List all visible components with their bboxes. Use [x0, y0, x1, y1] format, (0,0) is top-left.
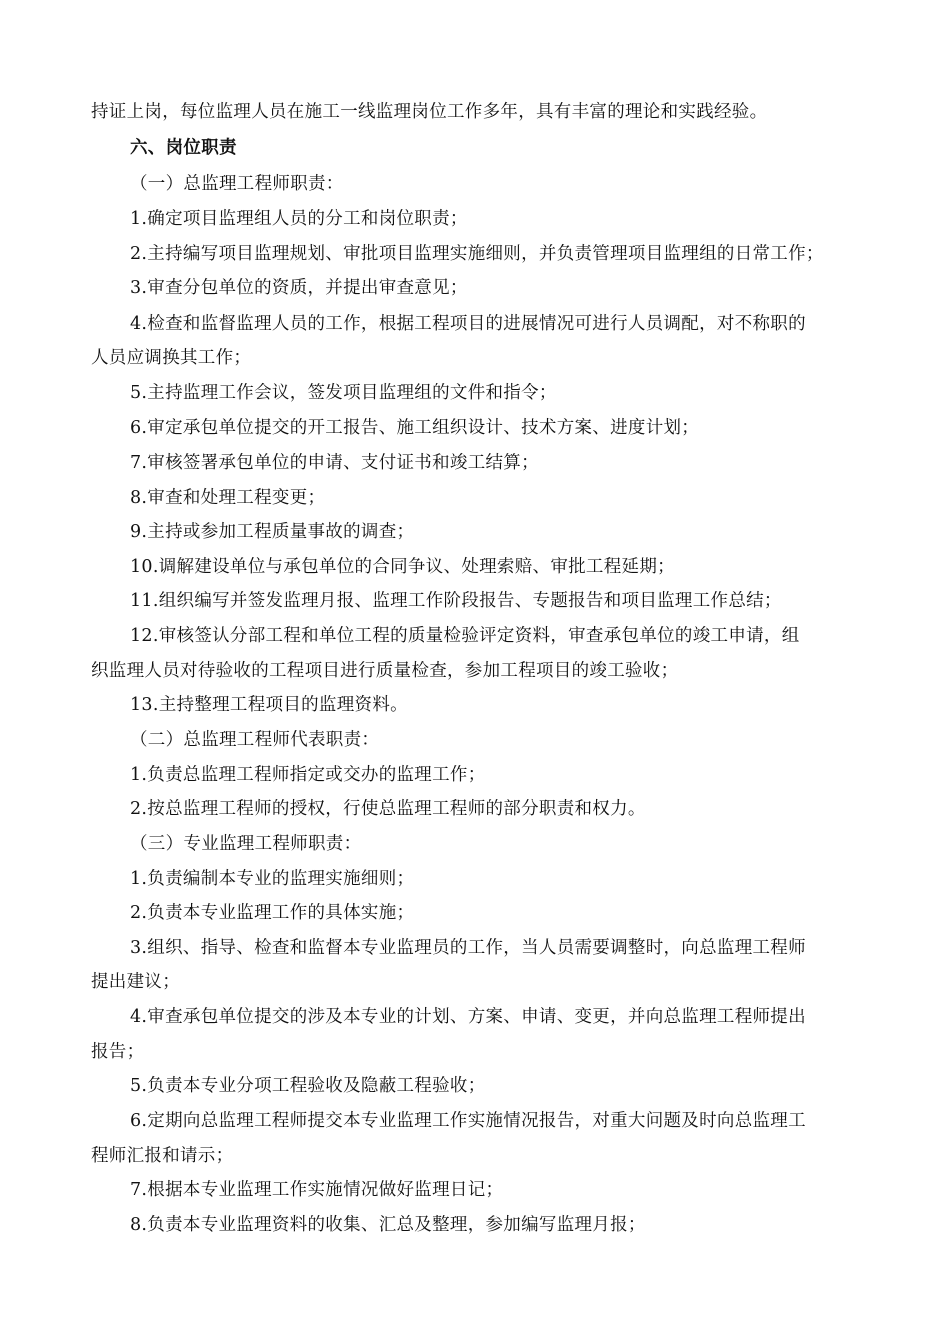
chief-item-3: 3.审查分包单位的资质，并提出审查意见； — [130, 278, 468, 298]
deputy-item-1: 1.负责总监理工程师指定或交办的监理工作； — [130, 765, 486, 785]
intro-tail-text: 持证上岗，每位监理人员在施工一线监理岗位工作多年，具有丰富的理论和实践经验。 — [91, 102, 768, 122]
specialist-item-5: 5.负责本专业分项工程验收及隐蔽工程验收； — [130, 1076, 486, 1096]
chief-item-6: 6.审定承包单位提交的开工报告、施工组织设计、技术方案、进度计划； — [130, 418, 700, 438]
chief-item-1: 1.确定项目监理组人员的分工和岗位职责； — [130, 209, 468, 229]
chief-item-9: 9.主持或参加工程质量事故的调查； — [130, 522, 415, 542]
specialist-item-6: 6.定期向总监理工程师提交本专业监理工作实施情况报告，对重大问题及时向总监理工 — [130, 1111, 806, 1131]
deputy-heading: （二）总监理工程师代表职责： — [130, 730, 380, 750]
specialist-item-1: 1.负责编制本专业的监理实施细则； — [130, 869, 415, 889]
specialist-item-8: 8.负责本专业监理资料的收集、汇总及整理，参加编写监理月报； — [130, 1215, 646, 1235]
chief-item-8: 8.审查和处理工程变更； — [130, 488, 326, 508]
chief-item-4-cont: 人员应调换其工作； — [91, 348, 252, 368]
specialist-item-6-cont: 程师汇报和请示； — [91, 1146, 234, 1166]
chief-heading: （一）总监理工程师职责： — [130, 174, 344, 194]
chief-item-5: 5.主持监理工作会议，签发项目监理组的文件和指令； — [130, 383, 557, 403]
chief-item-13: 13.主持整理工程项目的监理资料。 — [130, 695, 408, 715]
chief-item-4: 4.检查和监督监理人员的工作，根据工程项目的进展情况可进行人员调配，对不称职的 — [130, 314, 806, 334]
chief-item-12-cont: 织监理人员对待验收的工程项目进行质量检查，参加工程项目的竣工验收； — [91, 661, 679, 681]
chief-item-11: 11.组织编写并签发监理月报、监理工作阶段报告、专题报告和项目监理工作总结； — [130, 591, 782, 611]
deputy-item-2: 2.按总监理工程师的授权，行使总监理工程师的部分职责和权力。 — [130, 799, 646, 819]
specialist-item-4: 4.审查承包单位提交的涉及本专业的计划、方案、申请、变更，并向总监理工程师提出 — [130, 1007, 806, 1027]
chief-item-12: 12.审核签认分部工程和单位工程的质量检验评定资料，审查承包单位的竣工申请，组 — [130, 626, 800, 646]
chief-item-7: 7.审核签署承包单位的申请、支付证书和竣工结算； — [130, 453, 539, 473]
chief-item-2: 2.主持编写项目监理规划、审批项目监理实施细则，并负责管理项目监理组的日常工作； — [130, 244, 824, 264]
specialist-item-2: 2.负责本专业监理工作的具体实施； — [130, 903, 415, 923]
chief-item-10: 10.调解建设单位与承包单位的合同争议、处理索赔、审批工程延期； — [130, 557, 675, 577]
specialist-item-3: 3.组织、指导、检查和监督本专业监理员的工作，当人员需要调整时，向总监理工程师 — [130, 938, 806, 958]
specialist-item-4-cont: 报告； — [91, 1042, 145, 1062]
specialist-item-3-cont: 提出建议； — [91, 972, 180, 992]
specialist-heading: （三）专业监理工程师职责： — [130, 834, 362, 854]
specialist-item-7: 7.根据本专业监理工作实施情况做好监理日记； — [130, 1180, 504, 1200]
section-title: 六、岗位职责 — [130, 138, 237, 158]
